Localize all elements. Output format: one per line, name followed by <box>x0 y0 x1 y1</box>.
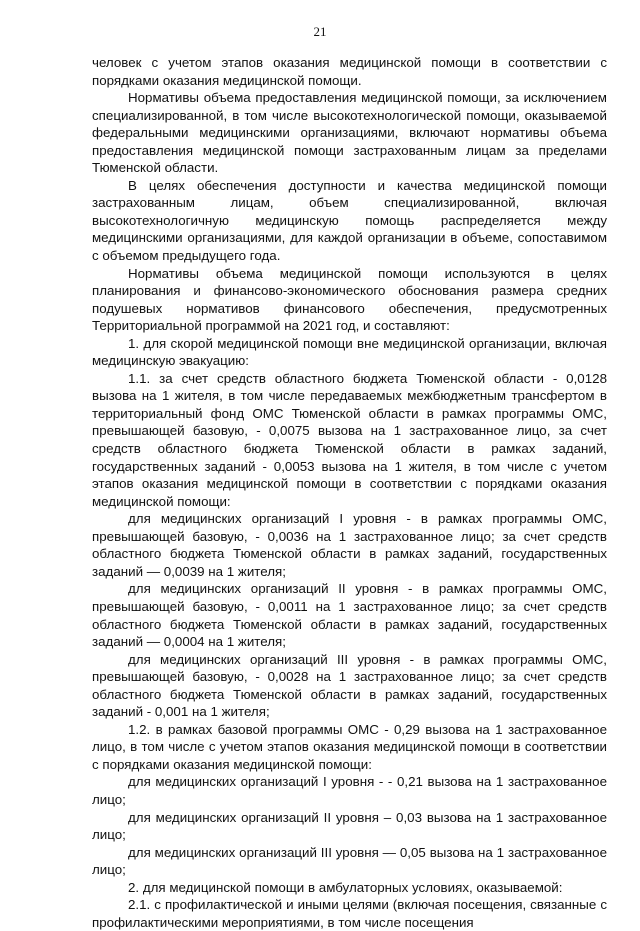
paragraph-volume-standards: Нормативы объема предоставления медицинской помощи, за исключением специализированной, в том числе высокотехнологической помощи, оказываемой федеральными медицинскими организациями, включают нормативы объема предоставления медицинской помощи застрахованным лицам за пределами Тюменской области. <box>92 90 607 176</box>
list-item-1-2-level-3: для медицинских организаций III уровня — 0,05 вызова на 1 застрахованное лицо; <box>92 844 607 878</box>
paragraph-planning: Нормативы объема медицинской помощи используются в целях планирования и финансово-экономического обоснования размера средних подушевых нормативов финансового обеспечения, предусмотренных Территориальной программой на 2021 год, и составляют: <box>92 265 607 334</box>
list-item-1-1: 1.1. за счет средств областного бюджета Тюменской области - 0,0128 вызова на 1 жителя, в том числе передаваемых межбюджетным трансфертом в территориальный фонд ОМС Тюменской области в рамках программы ОМС, превышающей базовую, - 0,0075 вызова на 1 застрахованное лицо, за счет средств областного бюджета Тюменской области в рамках заданий, государственных заданий - 0,0053 вызова на 1 жителя, в том числе с учетом этапов оказания медицинской помощи в соответствии с порядками оказания медицинской помощи: <box>92 370 607 509</box>
list-item-level-3: для медицинских организаций III уровня - в рамках программы ОМС, превышающей базовую, - 0,0028 на 1 застрахованное лицо; за счет средств областного бюджета Тюменской области в рамках заданий, государственных заданий - 0,001 на 1 жителя; <box>92 651 607 720</box>
list-item-1-2: 1.2. в рамках базовой программы ОМС - 0,29 вызова на 1 застрахованное лицо, в том числе с учетом этапов оказания медицинской помощи в соответствии с порядками оказания медицинской помощи: <box>92 721 607 772</box>
paragraph-accessibility: В целях обеспечения доступности и качества медицинской помощи застрахованным лицам, объем специализированной, включая высокотехнологичную медицинскую помощь распределяется между медицинскими организациями, для каждой организации в объеме, сопоставимом с объемом предыдущего года. <box>92 177 607 264</box>
list-item-level-2: для медицинских организаций II уровня - в рамках программы ОМС, превышающей базовую, - 0,0011 на 1 застрахованное лицо; за счет средств областного бюджета Тюменской области в рамках заданий, государственных заданий — 0,0004 на 1 жителя; <box>92 581 607 650</box>
list-item-1-2-level-1: для медицинских организаций I уровня - - 0,21 вызова на 1 застрахованное лицо; <box>92 774 607 807</box>
list-item-1: 1. для скорой медицинской помощи вне медицинской организации, включая медицинскую эвакуацию: <box>92 335 607 369</box>
document-body <box>92 54 607 931</box>
list-item-1-2-level-2: для медицинских организаций II уровня – 0,03 вызова на 1 застрахованное лицо; <box>92 809 607 843</box>
page-number: 21 <box>313 24 327 39</box>
list-item-2-1: 2.1. с профилактической и иными целями (включая посещения, связанные с профилактическими мероприятиями, в том числе посещения <box>92 897 607 930</box>
list-item-2: 2. для медицинской помощи в амбулаторных условиях, оказываемой: <box>128 879 563 895</box>
paragraph-continuation: человек с учетом этапов оказания медицинской помощи в соответствии с порядками оказания медицинской помощи. <box>92 55 607 88</box>
list-item-level-1: для медицинских организаций I уровня - в рамках программы ОМС, превышающей базовую, - 0,0036 на 1 застрахованное лицо; за счет средств областного бюджета Тюменской области в рамках заданий, государственных заданий — 0,0039 на 1 жителя; <box>92 511 607 579</box>
